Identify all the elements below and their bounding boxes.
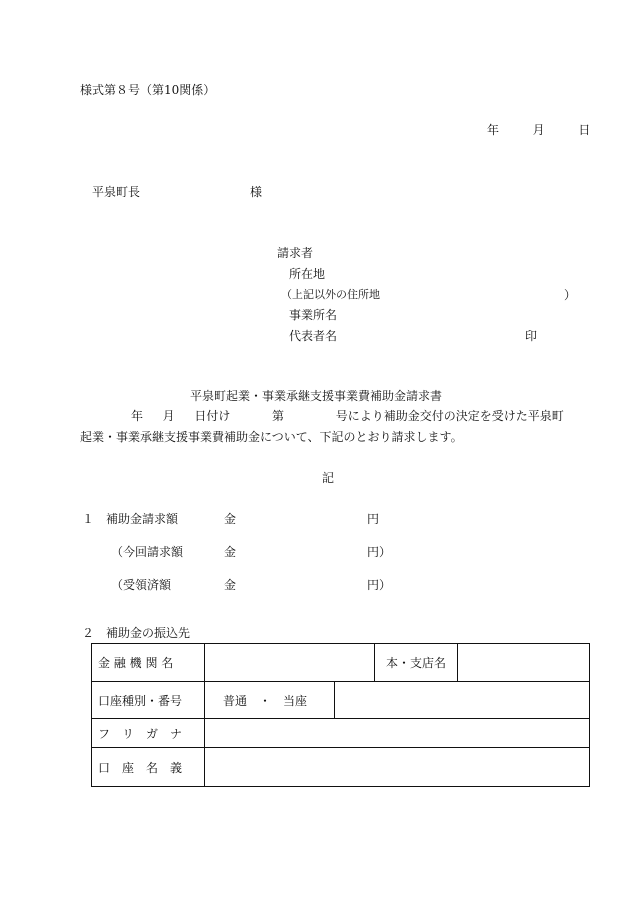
branch-field[interactable] [458, 644, 590, 682]
date-day: 日 [578, 123, 591, 137]
account-holder-label: 口 座 名 義 [92, 748, 205, 787]
requester-representative-label: 代表者名 [289, 329, 338, 343]
account-type-options[interactable]: 普通 ・ 当座 [205, 682, 335, 719]
received-yen: 円） [367, 578, 392, 592]
date-line [487, 123, 590, 137]
seal-mark: 印 [525, 329, 538, 343]
requester-alt-address-open: （上記以外の住所地 [281, 288, 380, 301]
requester-address-label: 所在地 [289, 267, 326, 281]
item1-yen: 円 [367, 512, 380, 526]
body-dated: 日付け [194, 409, 231, 423]
requester-alt-address-close: ） [564, 288, 577, 302]
account-type-label: 口座種別・番号 [92, 682, 205, 719]
received-kin: 金 [224, 578, 237, 592]
institution-label: 金 融 機 関 名 [92, 644, 205, 682]
item2-number: ２ [82, 626, 95, 640]
current-request-kin: 金 [224, 545, 237, 559]
table-row [92, 748, 590, 787]
addressee-honorific: 様 [250, 185, 263, 199]
table-row [92, 644, 590, 682]
account-holder-field[interactable] [205, 748, 590, 787]
document-title: 平泉町起業・事業承継支援事業費補助金請求書 [190, 389, 443, 403]
furigana-field[interactable] [205, 719, 590, 748]
body-line-1-rest: 号により補助金交付の決定を受けた平泉町 [335, 409, 564, 423]
current-request-yen: 円） [367, 545, 392, 559]
body-line-1 [131, 409, 564, 423]
bank-transfer-table [91, 643, 590, 787]
account-number-field[interactable] [335, 682, 590, 719]
institution-field[interactable] [205, 644, 375, 682]
body-number-prefix: 第 [272, 409, 285, 423]
table-row [92, 719, 590, 748]
requester-office-label: 事業所名 [289, 308, 338, 322]
ki-marker: 記 [322, 471, 335, 485]
body-year: 年 [131, 409, 144, 423]
body-month: 月 [162, 409, 175, 423]
requester-title: 請求者 [277, 246, 314, 260]
furigana-label: フ リ ガ ナ [92, 719, 205, 748]
received-label: （受領済額 [111, 578, 172, 592]
form-number: 様式第８号（第10関係） [80, 83, 216, 97]
branch-label: 本・支店名 [375, 644, 458, 682]
addressee-name: 平泉町長 [92, 185, 141, 199]
current-request-label: （今回請求額 [111, 545, 184, 559]
date-month: 月 [532, 123, 545, 137]
item1-label: 補助金請求額 [106, 512, 179, 526]
item2-label: 補助金の振込先 [106, 626, 191, 640]
item1-kin: 金 [224, 512, 237, 526]
item1-number: １ [82, 512, 95, 526]
table-row [92, 682, 590, 719]
date-year: 年 [487, 123, 500, 137]
body-line-2: 起業・事業承継支援事業費補助金について、下記のとおり請求します。 [80, 430, 463, 444]
